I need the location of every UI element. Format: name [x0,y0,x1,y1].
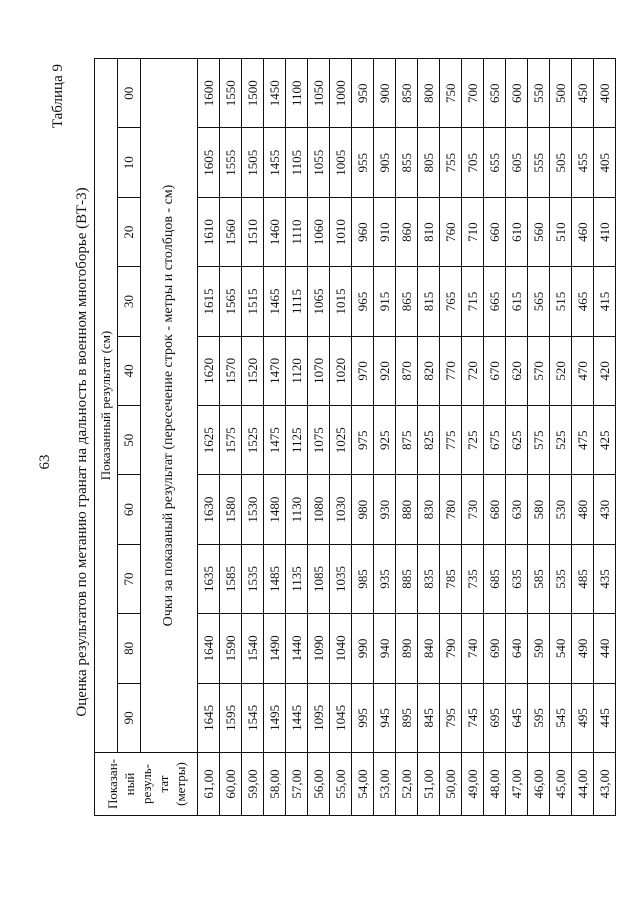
score-cell: 815 [418,267,440,336]
score-cell: 1040 [330,614,352,683]
score-cell: 855 [396,128,418,197]
score-cell: 1520 [242,336,264,405]
score-cell: 955 [352,128,374,197]
score-cell: 905 [374,128,396,197]
score-cell: 775 [440,406,462,475]
score-cell: 1465 [264,267,286,336]
score-cell: 1450 [264,59,286,128]
score-cell: 600 [506,59,528,128]
score-cell: 760 [440,197,462,266]
row-label: 47,00 [506,753,528,816]
score-cell: 1555 [220,128,242,197]
score-cell: 1015 [330,267,352,336]
score-cell: 730 [462,475,484,544]
score-cell: 915 [374,267,396,336]
score-cell: 1480 [264,475,286,544]
score-cell: 860 [396,197,418,266]
row-label: 55,00 [330,753,352,816]
score-cell: 975 [352,406,374,475]
column-header: 90 [118,683,141,752]
score-cell: 1130 [286,475,308,544]
score-cell: 765 [440,267,462,336]
score-cell: 575 [528,406,550,475]
score-cell: 695 [484,683,506,752]
row-header-line: (метры) [172,762,188,806]
column-header: 70 [118,544,141,613]
score-cell: 1530 [242,475,264,544]
table-row [242,59,264,816]
score-cell: 785 [440,544,462,613]
score-cell: 1060 [308,197,330,266]
score-cell: 495 [572,683,594,752]
score-cell: 1080 [308,475,330,544]
score-cell: 1055 [308,128,330,197]
row-label: 61,00 [198,753,220,816]
table-row [264,59,286,816]
score-cell: 1020 [330,336,352,405]
page-number: 63 [37,454,53,470]
score-cell: 1535 [242,544,264,613]
score-cell: 1630 [198,475,220,544]
score-cell: 700 [462,59,484,128]
score-cell: 510 [550,197,572,266]
score-cell: 780 [440,475,462,544]
score-cell: 680 [484,475,506,544]
table-label: Таблица 9 [50,64,66,129]
score-cell: 850 [396,59,418,128]
table-body [198,59,616,816]
score-cell: 645 [506,683,528,752]
row-label: 44,00 [572,753,594,816]
score-cell: 715 [462,267,484,336]
score-cell: 1445 [286,683,308,752]
score-cell: 535 [550,544,572,613]
score-cell: 1125 [286,406,308,475]
score-cell: 725 [462,406,484,475]
score-cell: 925 [374,406,396,475]
score-cell: 1095 [308,683,330,752]
score-cell: 755 [440,128,462,197]
row-header [95,753,198,816]
score-cell: 505 [550,128,572,197]
score-cell: 970 [352,336,374,405]
score-cell: 1000 [330,59,352,128]
score-cell: 1100 [286,59,308,128]
score-cell: 705 [462,128,484,197]
score-cell: 425 [594,406,616,475]
row-header-line: Показан- [104,759,120,809]
score-cell: 965 [352,267,374,336]
score-cell: 1105 [286,128,308,197]
row-label: 43,00 [594,753,616,816]
score-cell: 825 [418,406,440,475]
row-label: 58,00 [264,753,286,816]
column-header: 40 [118,336,141,405]
score-cell: 1625 [198,406,220,475]
score-cell: 625 [506,406,528,475]
score-cell: 590 [528,614,550,683]
score-cell: 595 [528,683,550,752]
score-cell: 435 [594,544,616,613]
row-label: 52,00 [396,753,418,816]
score-cell: 1510 [242,197,264,266]
score-cell: 420 [594,336,616,405]
score-cell: 515 [550,267,572,336]
row-label: 50,00 [440,753,462,816]
score-cell: 740 [462,614,484,683]
score-cell: 540 [550,614,572,683]
score-cell: 605 [506,128,528,197]
score-cell: 455 [572,128,594,197]
score-cell: 985 [352,544,374,613]
score-cell: 875 [396,406,418,475]
score-cell: 865 [396,267,418,336]
score-cell: 620 [506,336,528,405]
score-cell: 1575 [220,406,242,475]
score-cell: 795 [440,683,462,752]
score-cell: 1470 [264,336,286,405]
score-cell: 940 [374,614,396,683]
score-cell: 1610 [198,197,220,266]
score-cell: 1645 [198,683,220,752]
score-cell: 640 [506,614,528,683]
score-cell: 710 [462,197,484,266]
row-label: 51,00 [418,753,440,816]
score-cell: 835 [418,544,440,613]
score-cell: 805 [418,128,440,197]
score-cell: 1565 [220,267,242,336]
score-cell: 685 [484,544,506,613]
score-cell: 635 [506,544,528,613]
score-cell: 470 [572,336,594,405]
table-row [506,59,528,816]
score-cell: 990 [352,614,374,683]
score-cell: 1550 [220,59,242,128]
score-cell: 580 [528,475,550,544]
score-cell: 500 [550,59,572,128]
table-row [418,59,440,816]
column-header-row [118,59,141,816]
score-cell: 1025 [330,406,352,475]
score-cell: 1495 [264,683,286,752]
score-cell: 1460 [264,197,286,266]
score-cell: 410 [594,197,616,266]
score-cell: 1580 [220,475,242,544]
score-cell: 675 [484,406,506,475]
score-cell: 1620 [198,336,220,405]
score-cell: 400 [594,59,616,128]
column-header: 10 [118,128,141,197]
table-row [330,59,352,816]
score-cell: 560 [528,197,550,266]
score-cell: 1455 [264,128,286,197]
score-cell: 1640 [198,614,220,683]
score-cell: 770 [440,336,462,405]
score-cell: 810 [418,197,440,266]
score-cell: 610 [506,197,528,266]
score-cell: 890 [396,614,418,683]
table-row [374,59,396,816]
score-cell: 1515 [242,267,264,336]
row-label: 53,00 [374,753,396,816]
score-cell: 830 [418,475,440,544]
score-cell: 545 [550,683,572,752]
row-label: 49,00 [462,753,484,816]
score-cell: 1090 [308,614,330,683]
score-cell: 1070 [308,336,330,405]
score-cell: 480 [572,475,594,544]
score-cell: 415 [594,267,616,336]
score-cell: 870 [396,336,418,405]
score-cell: 745 [462,683,484,752]
score-cell: 440 [594,614,616,683]
score-cell: 1005 [330,128,352,197]
score-cell: 1500 [242,59,264,128]
score-cell: 1635 [198,544,220,613]
score-table [94,58,616,816]
score-cell: 1110 [286,197,308,266]
score-cell: 980 [352,475,374,544]
table-subtitle: Очки за показаный результат (пересечение строк - метры и столбцов - см) [141,59,198,753]
score-cell: 1505 [242,128,264,197]
score-cell: 1050 [308,59,330,128]
score-cell: 1570 [220,336,242,405]
score-cell: 960 [352,197,374,266]
table-row [440,59,462,816]
score-cell: 1605 [198,128,220,197]
score-cell: 570 [528,336,550,405]
score-cell: 650 [484,59,506,128]
score-cell: 800 [418,59,440,128]
score-cell: 630 [506,475,528,544]
score-cell: 550 [528,59,550,128]
table-row [594,59,616,816]
row-label: 59,00 [242,753,264,816]
score-cell: 995 [352,683,374,752]
table-row [352,59,374,816]
row-label: 48,00 [484,753,506,816]
row-label: 46,00 [528,753,550,816]
score-cell: 585 [528,544,550,613]
score-cell: 1030 [330,475,352,544]
score-cell: 820 [418,336,440,405]
score-cell: 1545 [242,683,264,752]
score-cell: 1115 [286,267,308,336]
column-header: 60 [118,475,141,544]
rotated-table-region [50,52,612,852]
score-cell: 1440 [286,614,308,683]
score-cell: 465 [572,267,594,336]
table-row [396,59,418,816]
score-cell: 1475 [264,406,286,475]
score-cell: 1615 [198,267,220,336]
row-label: 54,00 [352,753,374,816]
score-cell: 1600 [198,59,220,128]
score-cell: 910 [374,197,396,266]
score-cell: 945 [374,683,396,752]
table-row [572,59,594,816]
score-cell: 885 [396,544,418,613]
score-cell: 460 [572,197,594,266]
score-cell: 565 [528,267,550,336]
column-header: 50 [118,406,141,475]
score-cell: 1135 [286,544,308,613]
score-cell: 1595 [220,683,242,752]
table-row [286,59,308,816]
score-cell: 935 [374,544,396,613]
column-header: 30 [118,267,141,336]
column-header: 80 [118,614,141,683]
score-cell: 930 [374,475,396,544]
column-header: 20 [118,197,141,266]
score-cell: 735 [462,544,484,613]
column-header: 00 [118,59,141,128]
table-row [220,59,242,816]
score-cell: 1085 [308,544,330,613]
score-cell: 900 [374,59,396,128]
score-cell: 660 [484,197,506,266]
score-cell: 1525 [242,406,264,475]
score-cell: 690 [484,614,506,683]
score-cell: 790 [440,614,462,683]
score-cell: 950 [352,59,374,128]
row-header-line: тат [155,775,171,793]
score-cell: 530 [550,475,572,544]
score-cell: 485 [572,544,594,613]
table-row [528,59,550,816]
score-cell: 615 [506,267,528,336]
score-cell: 1120 [286,336,308,405]
score-cell: 1010 [330,197,352,266]
score-cell: 1540 [242,614,264,683]
score-cell: 670 [484,336,506,405]
score-cell: 1490 [264,614,286,683]
score-cell: 720 [462,336,484,405]
table-row [198,59,220,816]
row-header-line: резуль- [138,764,154,804]
score-cell: 1485 [264,544,286,613]
score-cell: 665 [484,267,506,336]
row-label: 60,00 [220,753,242,816]
score-cell: 880 [396,475,418,544]
table-title: Оценка результатов по метанию гранат на дальность в военном многоборье (ВТ-3) [74,187,90,717]
score-cell: 525 [550,406,572,475]
score-cell: 1035 [330,544,352,613]
score-cell: 445 [594,683,616,752]
score-cell: 920 [374,336,396,405]
table-row [308,59,330,816]
score-cell: 555 [528,128,550,197]
score-cell: 1065 [308,267,330,336]
score-cell: 520 [550,336,572,405]
table-row [484,59,506,816]
score-cell: 1045 [330,683,352,752]
row-label: 56,00 [308,753,330,816]
score-cell: 1585 [220,544,242,613]
score-cell: 430 [594,475,616,544]
score-cell: 475 [572,406,594,475]
score-cell: 655 [484,128,506,197]
score-cell: 1560 [220,197,242,266]
score-cell: 845 [418,683,440,752]
column-group-title: Показанный результат (см) [95,59,118,753]
row-label: 45,00 [550,753,572,816]
row-header-line: ный [121,772,137,796]
score-cell: 450 [572,59,594,128]
score-cell: 750 [440,59,462,128]
score-cell: 1075 [308,406,330,475]
score-cell: 895 [396,683,418,752]
table-row [550,59,572,816]
table-row [462,59,484,816]
row-label: 57,00 [286,753,308,816]
score-cell: 840 [418,614,440,683]
score-cell: 490 [572,614,594,683]
score-cell: 1590 [220,614,242,683]
score-cell: 405 [594,128,616,197]
